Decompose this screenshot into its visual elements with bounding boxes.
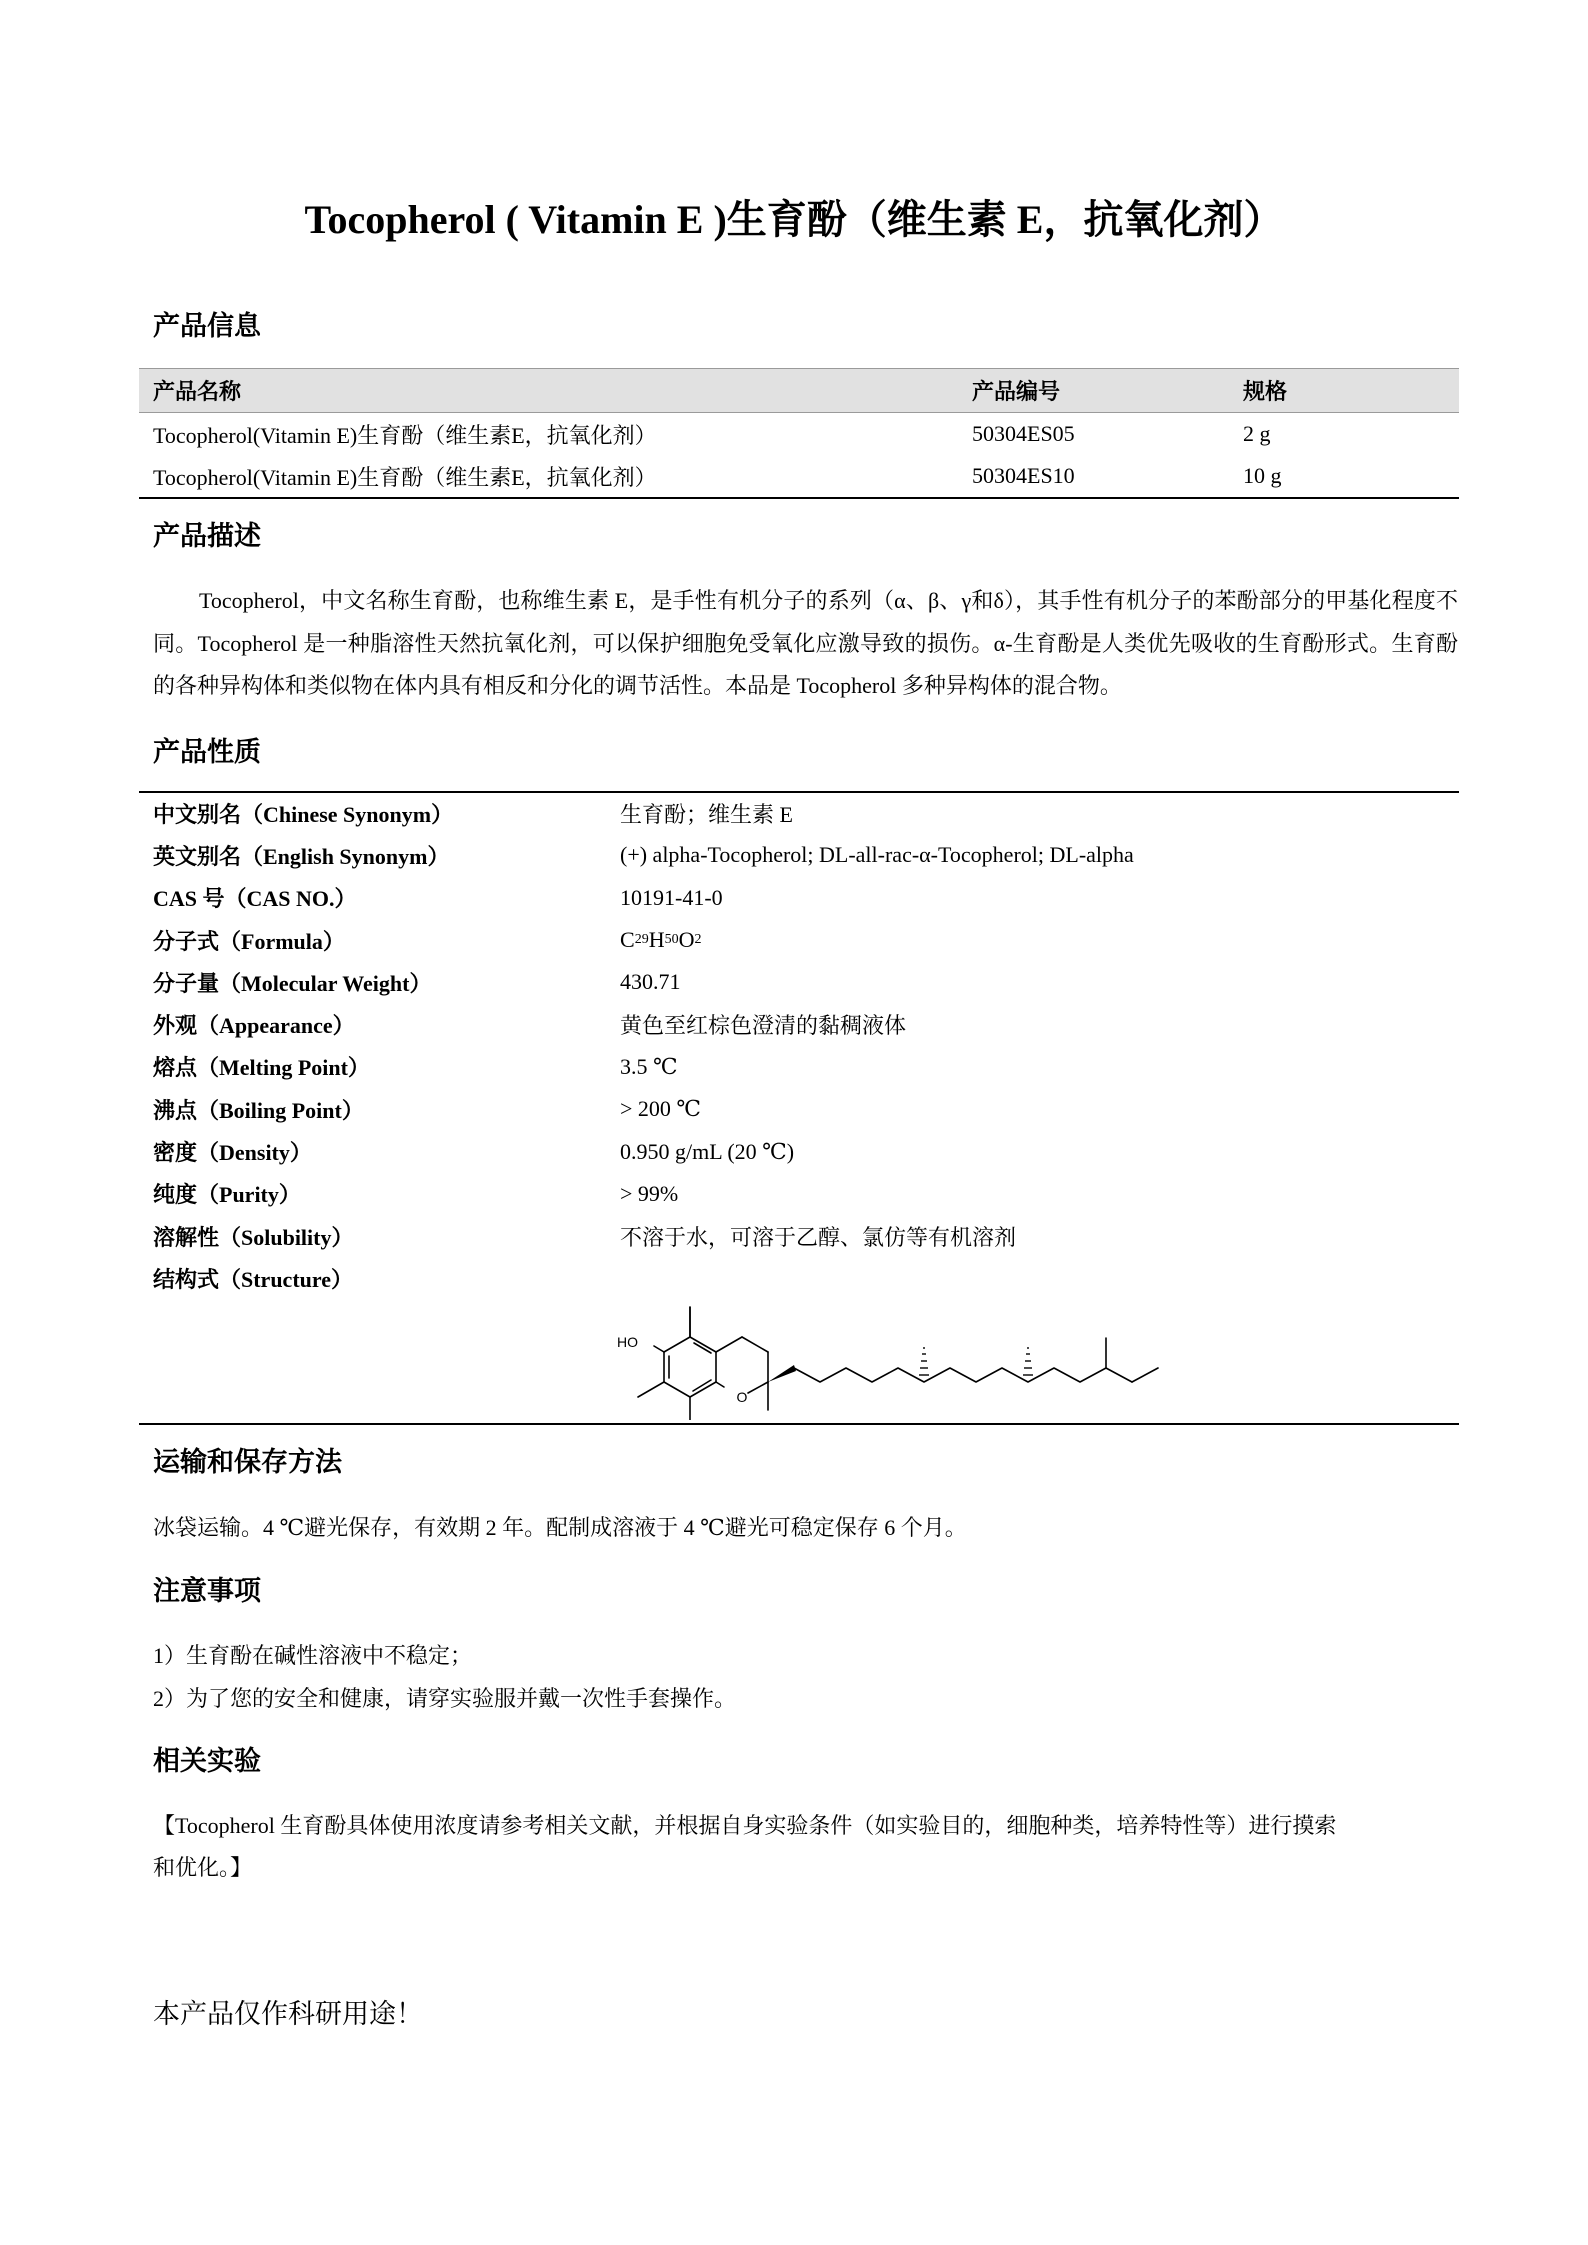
note-item: 2）为了您的安全和健康，请穿实验服并戴一次性手套操作。 bbox=[153, 1686, 737, 1711]
property-key: 纯度（Purity） bbox=[153, 1182, 301, 1208]
table-header-row bbox=[139, 368, 1459, 413]
product-name-cell: Tocopherol(Vitamin E)生育酚（维生素E，抗氧化剂） bbox=[153, 464, 657, 490]
property-row bbox=[139, 877, 1459, 919]
property-row bbox=[139, 1173, 1459, 1215]
product-name-cell: Tocopherol(Vitamin E)生育酚（维生素E，抗氧化剂） bbox=[153, 422, 657, 448]
property-value: 生育酚；维生素 E bbox=[620, 801, 793, 827]
research-use-notice: 本产品仅作科研用途！ bbox=[153, 1999, 423, 2029]
formula-h: H bbox=[648, 927, 665, 953]
table-row bbox=[139, 413, 1459, 455]
product-spec-cell: 10 g bbox=[1243, 463, 1282, 488]
formula-c: C bbox=[620, 927, 635, 953]
property-row bbox=[139, 792, 1459, 834]
hydroxyl-label: HO bbox=[617, 1334, 638, 1350]
property-value: (+) alpha-Tocopherol; DL-all-rac-α-Tocopherol; DL-alpha bbox=[620, 842, 1134, 868]
property-value: 0.950 g/mL (20 ℃) bbox=[620, 1138, 795, 1164]
product-code-cell: 50304ES10 bbox=[972, 463, 1075, 488]
product-spec-cell: 2 g bbox=[1243, 421, 1271, 446]
property-value: 不溶于水，可溶于乙醇、氯仿等有机溶剂 bbox=[620, 1224, 1017, 1250]
formula-o-sub: 2 bbox=[694, 932, 702, 948]
experiments-text-line2: 和优化。】 bbox=[153, 1855, 253, 1880]
ring-oxygen-label: O bbox=[736, 1389, 748, 1405]
product-info-table bbox=[139, 368, 1459, 499]
description-heading: 产品描述 bbox=[153, 521, 261, 551]
property-row bbox=[139, 919, 1459, 961]
page-title: Tocopherol ( Vitamin E )生育酚（维生素 E，抗氧化剂） bbox=[304, 197, 1284, 242]
property-row bbox=[139, 1088, 1459, 1130]
property-key: 分子式（Formula） bbox=[153, 928, 345, 954]
property-row bbox=[139, 1046, 1459, 1088]
experiments-heading: 相关实验 bbox=[153, 1746, 261, 1776]
column-header-name: 产品名称 bbox=[153, 379, 242, 404]
property-key: 密度（Density） bbox=[153, 1140, 312, 1166]
formula-h-sub: 50 bbox=[664, 932, 679, 948]
property-row bbox=[139, 1130, 1459, 1172]
experiments-text-line1: 【Tocopherol 生育酚具体使用浓度请参考相关文献，并根据自身实验条件（如实验目的，细胞种类，培养特性等）进行摸索 bbox=[153, 1813, 1337, 1838]
property-value: > 99% bbox=[620, 1180, 679, 1206]
column-header-spec: 规格 bbox=[1243, 379, 1288, 404]
property-row bbox=[139, 1215, 1459, 1257]
storage-text: 冰袋运输。4 ℃避光保存，有效期 2 年。配制成溶液于 4 ℃避光可稳定保存 6 个月。 bbox=[153, 1515, 967, 1540]
property-row bbox=[139, 961, 1459, 1003]
property-value: 3.5 ℃ bbox=[620, 1053, 678, 1079]
property-key: 分子量（Molecular Weight） bbox=[153, 970, 432, 996]
property-key: 结构式（Structure） bbox=[153, 1266, 354, 1292]
description-text: Tocopherol，中文名称生育酚，也称维生素 E，是手性有机分子的系列（α、β、γ和δ），其手性有机分子的苯酚部分的甲基化程度不同。Tocopherol 是一种脂溶性天然抗氧化剂，可以保护细胞免受氧化应激导致的损伤。α-生育酚是人类优先吸收的生育酚形式。生育酚的各种异构体和类似物在体内具有相反和分化的调节活性。本品是 Tocopherol 多种异构体的混合物。 bbox=[153, 588, 1458, 698]
tocopherol-structure-diagram bbox=[610, 1262, 1170, 1420]
formula-o: O bbox=[678, 927, 695, 953]
note-item: 1）生育酚在碱性溶液中不稳定； bbox=[153, 1643, 473, 1668]
formula-c-sub: 29 bbox=[634, 932, 649, 948]
property-row bbox=[139, 1003, 1459, 1045]
property-key: 外观（Appearance） bbox=[153, 1013, 355, 1039]
property-value: 430.71 bbox=[620, 969, 681, 995]
properties-heading: 产品性质 bbox=[153, 737, 261, 767]
property-value: 黄色至红棕色澄清的黏稠液体 bbox=[620, 1013, 907, 1039]
product-code-cell: 50304ES05 bbox=[972, 421, 1075, 446]
table-row bbox=[139, 455, 1459, 499]
property-key: CAS 号（CAS NO.） bbox=[153, 886, 357, 912]
column-header-code: 产品编号 bbox=[972, 379, 1061, 404]
storage-heading: 运输和保存方法 bbox=[153, 1447, 342, 1477]
property-key: 熔点（Melting Point） bbox=[153, 1055, 370, 1081]
properties-table bbox=[139, 792, 1459, 1300]
property-key: 沸点（Boiling Point） bbox=[153, 1097, 364, 1123]
property-key: 英文别名（English Synonym） bbox=[153, 843, 450, 869]
property-key: 溶解性（Solubility） bbox=[153, 1224, 354, 1250]
properties-bottom-rule bbox=[139, 1423, 1459, 1425]
property-key: 中文别名（Chinese Synonym） bbox=[153, 801, 454, 827]
property-value: 10191-41-0 bbox=[620, 884, 723, 910]
property-row bbox=[139, 834, 1459, 876]
product-info-heading: 产品信息 bbox=[153, 311, 261, 341]
notes-heading: 注意事项 bbox=[153, 1576, 261, 1606]
property-value: > 200 ℃ bbox=[620, 1096, 702, 1122]
formula-value bbox=[620, 919, 701, 961]
